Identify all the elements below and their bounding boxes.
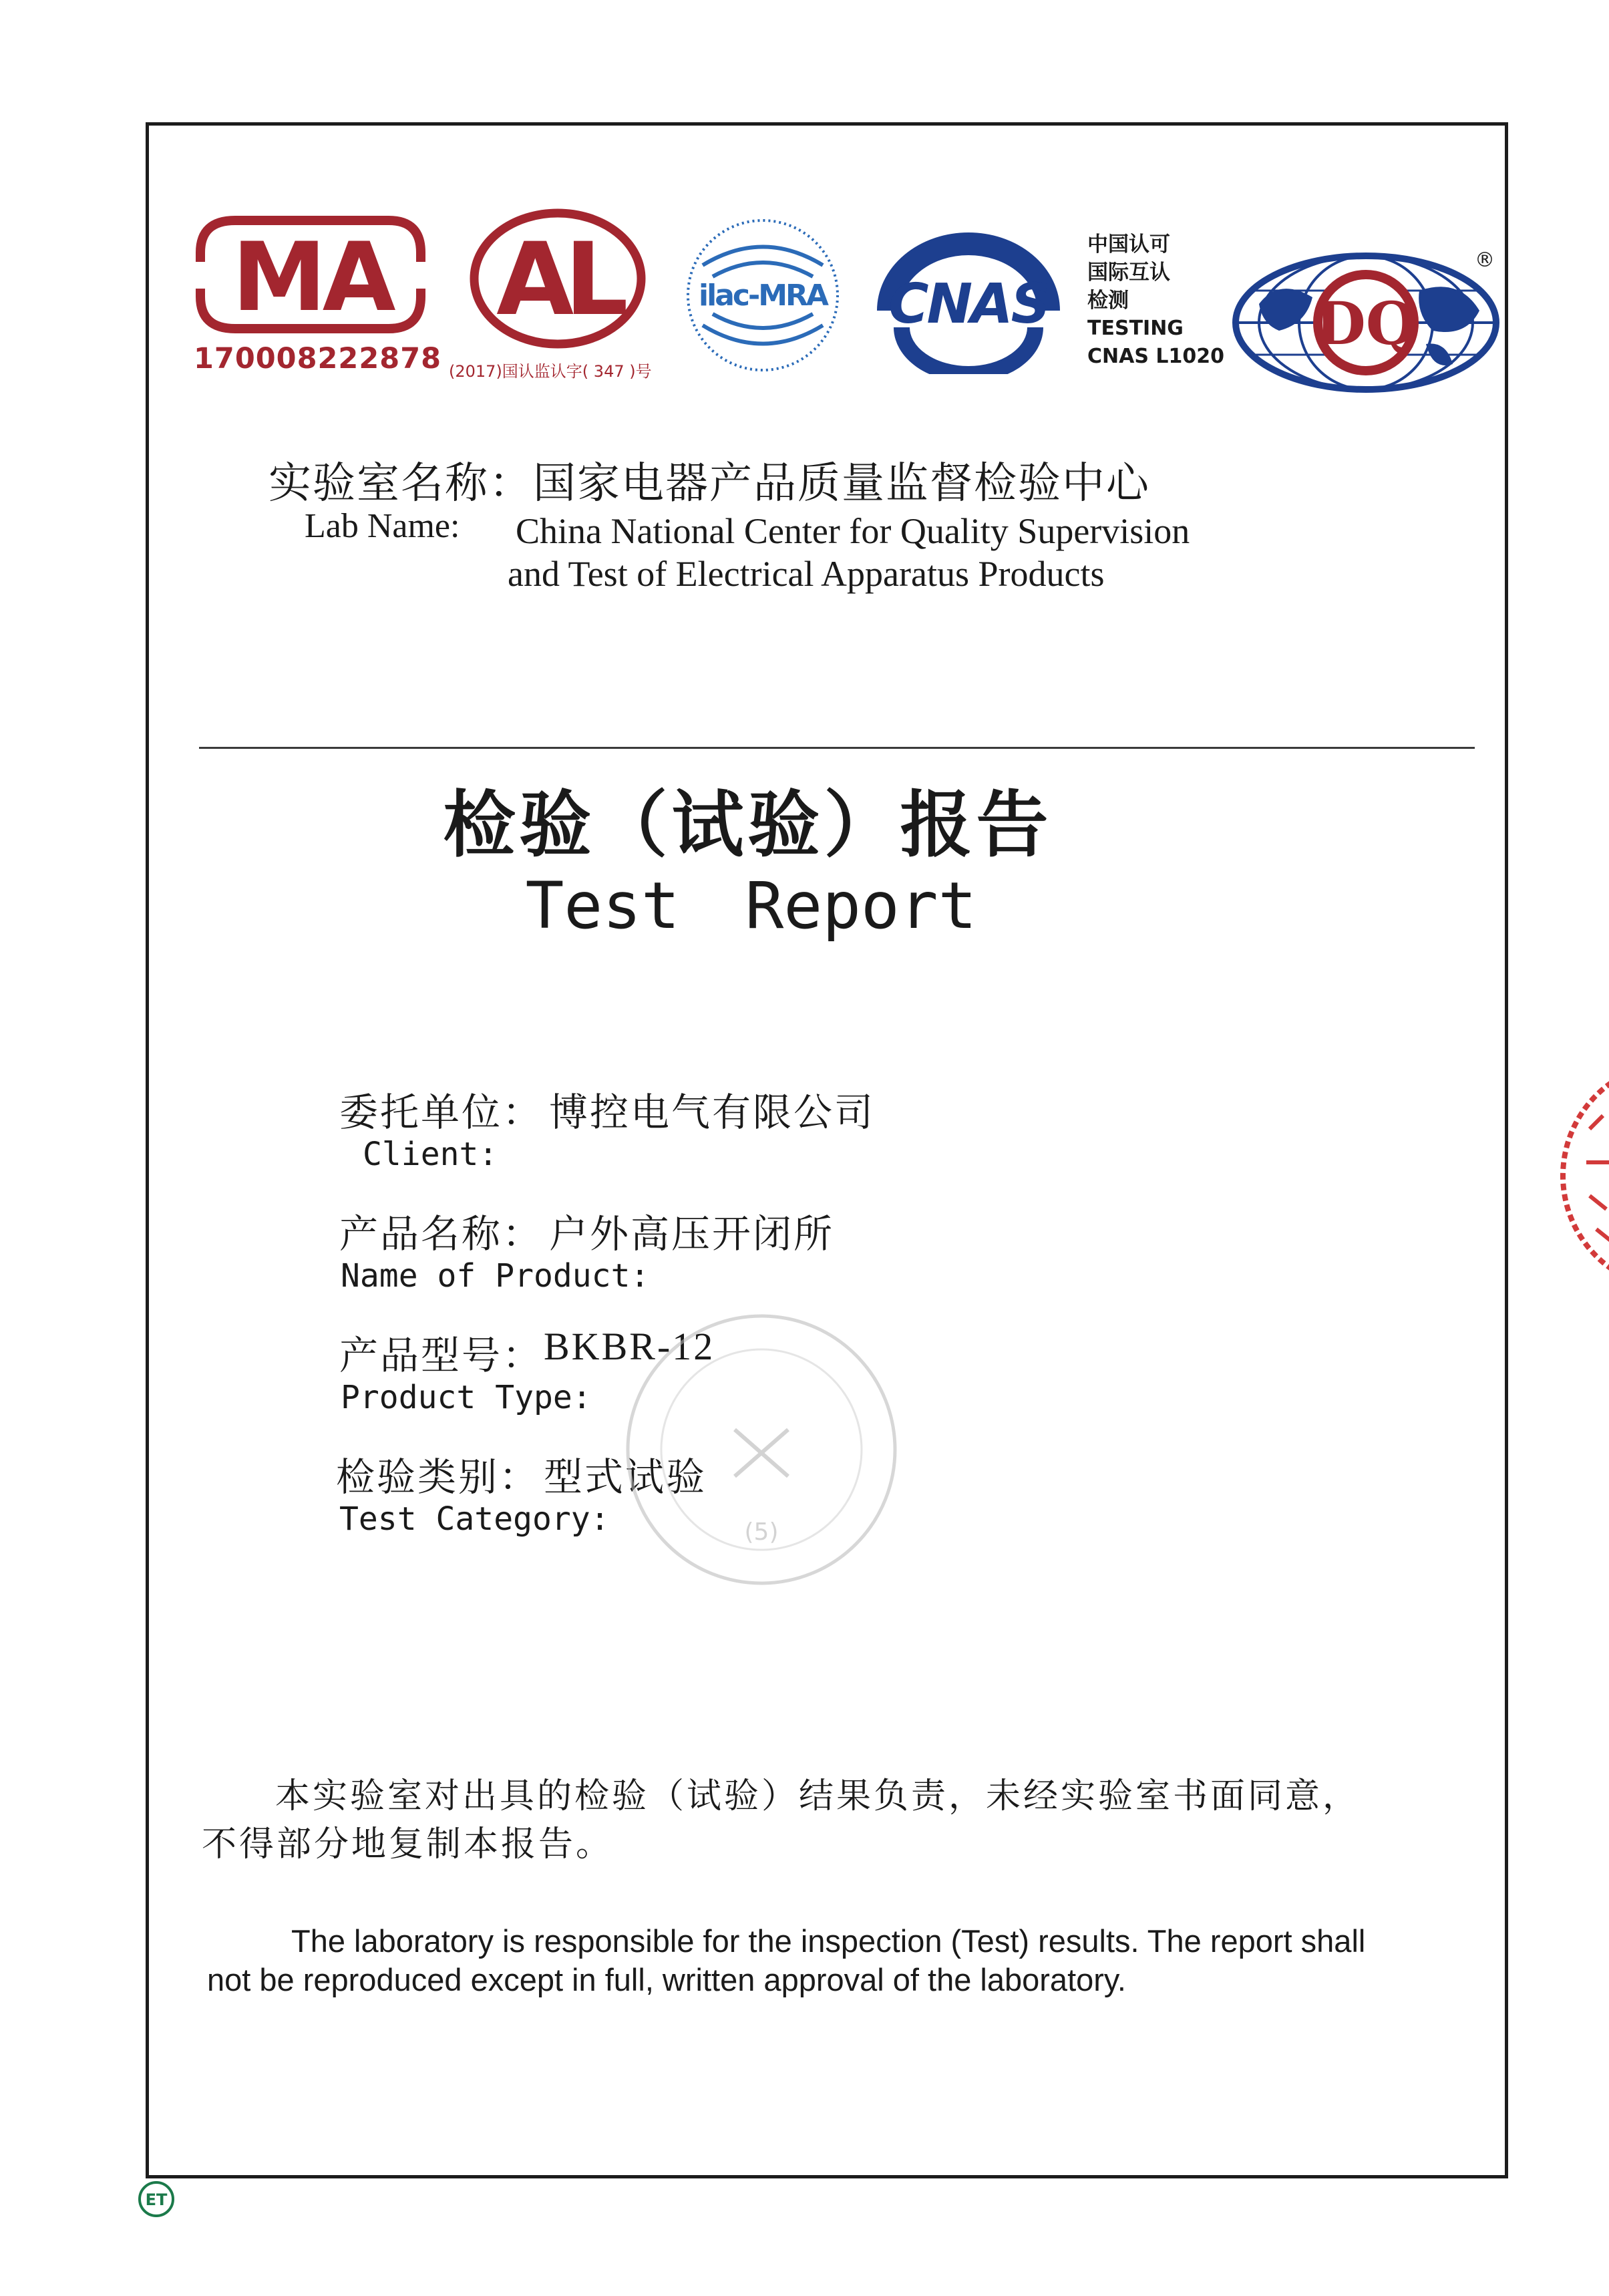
svg-text:DQ: DQ <box>1314 289 1417 358</box>
page-border <box>146 122 1508 2178</box>
registered-mark: ® <box>1475 249 1495 272</box>
client-label-en: Client: <box>363 1136 498 1173</box>
product-type-label: 产品型号： <box>339 1333 544 1378</box>
client-value: 博控电气有限公司 <box>549 1090 876 1135</box>
client-label: 委托单位： <box>339 1090 544 1135</box>
lab-name-english-line1: China National Center for Quality Supervision <box>516 511 1190 551</box>
report-title-chinese: 检验（试验）报告 <box>443 784 1053 867</box>
test-category-label-en: Test Category: <box>339 1500 610 1538</box>
svg-text:ilac-MRA: ilac-MRA <box>699 279 827 313</box>
notice-english-line2: not be reproduced except in full, written approval of the laboratory. <box>207 1962 1126 1997</box>
cma-number: 170008222878 <box>194 342 442 375</box>
product-name-label: 产品名称： <box>339 1211 544 1257</box>
embossed-seal <box>621 1303 902 1597</box>
notice-chinese-line1: 本实验室对出具的检验（试验）结果负责，未经实验室书面同意， <box>275 1776 1361 1816</box>
test-category-label: 检验类别： <box>336 1454 540 1500</box>
product-type-value: BKBR-12 <box>544 1325 715 1368</box>
svg-text:CNAS: CNAS <box>888 273 1049 336</box>
notice-english-line1: The laboratory is responsible for the inspection (Test) results. The report shall <box>291 1923 1366 1959</box>
lab-name-chinese: 实验室名称：国家电器产品质量监督检验中心 <box>269 459 1150 508</box>
cal-approval-text: (2017)国认监认字( 347 )号 <box>449 362 652 381</box>
cnas-logo <box>875 230 1062 374</box>
product-type-label-en: Product Type: <box>341 1379 592 1416</box>
cma-logo <box>195 215 425 334</box>
divider-line <box>199 747 1475 749</box>
cqc-globe-logo <box>1232 251 1506 394</box>
cal-logo <box>468 207 648 351</box>
ilac-mra-logo <box>683 215 843 375</box>
et-mark-icon <box>136 2179 176 2219</box>
lab-name-label: Lab Name: <box>305 507 460 545</box>
cma-logo-text: MA <box>232 222 392 333</box>
test-category-value: 型式试验 <box>544 1454 707 1500</box>
svg-text:AL: AL <box>496 222 619 338</box>
lab-name-english-line2: and Test of Electrical Apparatus Products <box>508 554 1105 594</box>
product-name-label-en: Name of Product: <box>341 1257 650 1295</box>
notice-chinese-line2: 不得部分地复制本报告。 <box>202 1824 614 1864</box>
et-mark-text: ET <box>145 2190 168 2209</box>
seal-number: (5) <box>744 1518 779 1546</box>
cnas-accreditation-text: 中国认可 国际互认 检测 TESTING CNAS L1020 <box>1087 232 1225 368</box>
product-name-value: 户外高压开闭所 <box>549 1211 835 1257</box>
red-stamp-fragment <box>1550 1049 1609 1303</box>
report-title-english: Test Report <box>525 868 977 943</box>
